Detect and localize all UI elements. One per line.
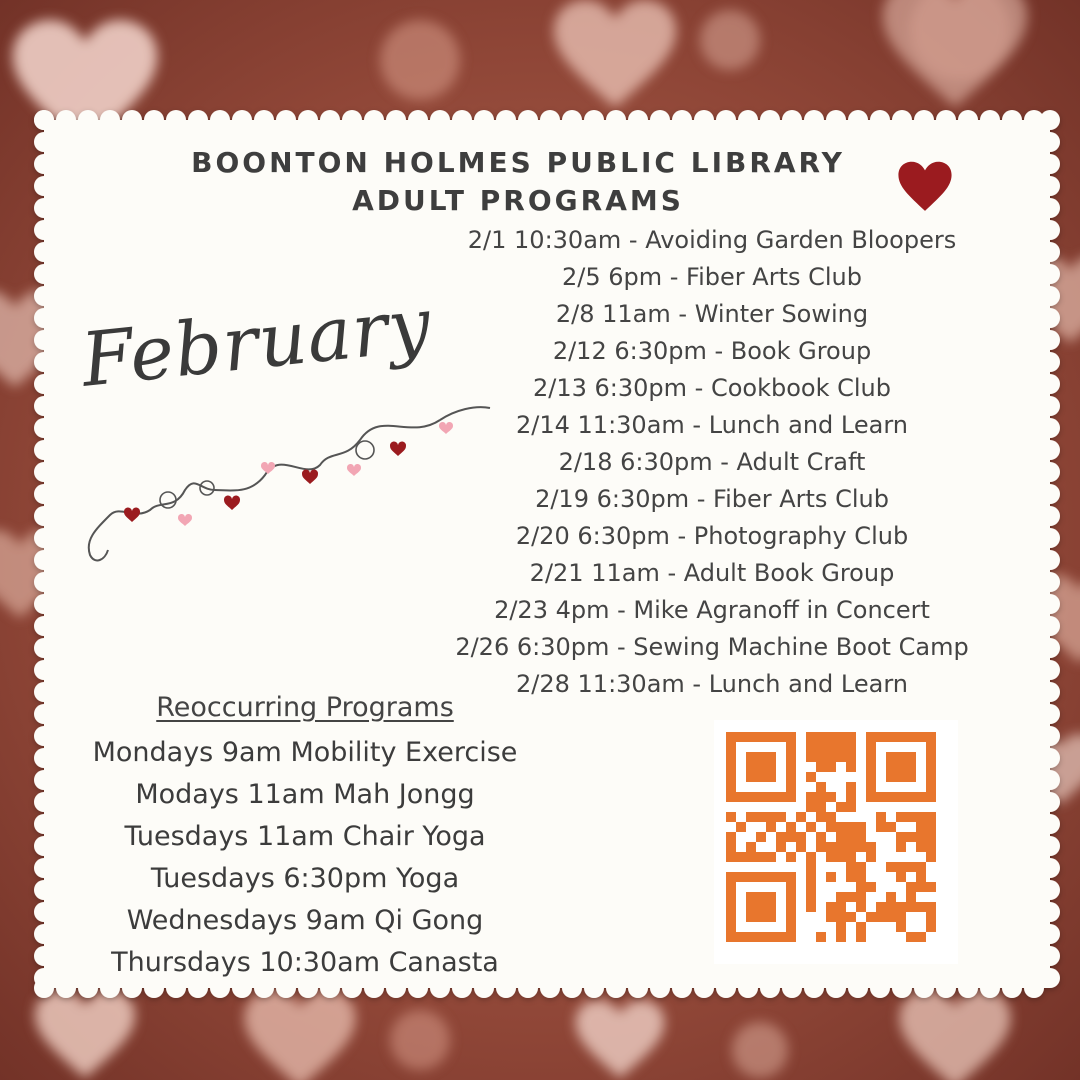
recurring-heading: Reoccurring Programs [156, 692, 454, 723]
library-name: BOONTON HOLMES PUBLIC LIBRARY [191, 146, 845, 179]
event-item: 2/28 11:30am - Lunch and Learn [516, 670, 908, 698]
event-item: 2/18 6:30pm - Adult Craft [558, 448, 866, 476]
recurring-item: Tuesdays 11am Chair Yoga [124, 821, 486, 852]
event-item: 2/8 11am - Winter Sowing [555, 300, 869, 328]
recurring-item: Tuesdays 6:30pm Yoga [150, 863, 460, 894]
heart-icon [896, 160, 954, 212]
event-item: 2/5 6pm - Fiber Arts Club [562, 263, 862, 291]
event-item: 2/12 6:30pm - Book Group [552, 337, 872, 365]
event-item: 2/1 10:30am - Avoiding Garden Bloopers [467, 226, 957, 254]
recurring-list [60, 732, 550, 984]
event-item: 2/26 6:30pm - Sewing Machine Boot Camp [455, 633, 969, 661]
event-item: 2/20 6:30pm - Photography Club [515, 522, 909, 550]
event-list [400, 222, 1024, 703]
recurring-item: Mondays 9am Mobility Exercise [92, 737, 518, 768]
event-item: 2/14 11:30am - Lunch and Learn [516, 411, 908, 439]
event-item: 2/19 6:30pm - Fiber Arts Club [535, 485, 889, 513]
recurring-item: Modays 11am Mah Jongg [135, 779, 475, 810]
page-title: ADULT PROGRAMS [352, 184, 684, 217]
event-item: 2/13 6:30pm - Cookbook Club [533, 374, 891, 402]
event-item: 2/21 11am - Adult Book Group [529, 559, 895, 587]
month-script-title: February [77, 281, 436, 404]
recurring-item: Thursdays 10:30am Canasta [111, 947, 499, 978]
event-item: 2/23 4pm - Mike Agranoff in Concert [494, 596, 930, 624]
qr-code-icon[interactable] [714, 720, 958, 964]
recurring-item: Wednesdays 9am Qi Gong [126, 905, 484, 936]
